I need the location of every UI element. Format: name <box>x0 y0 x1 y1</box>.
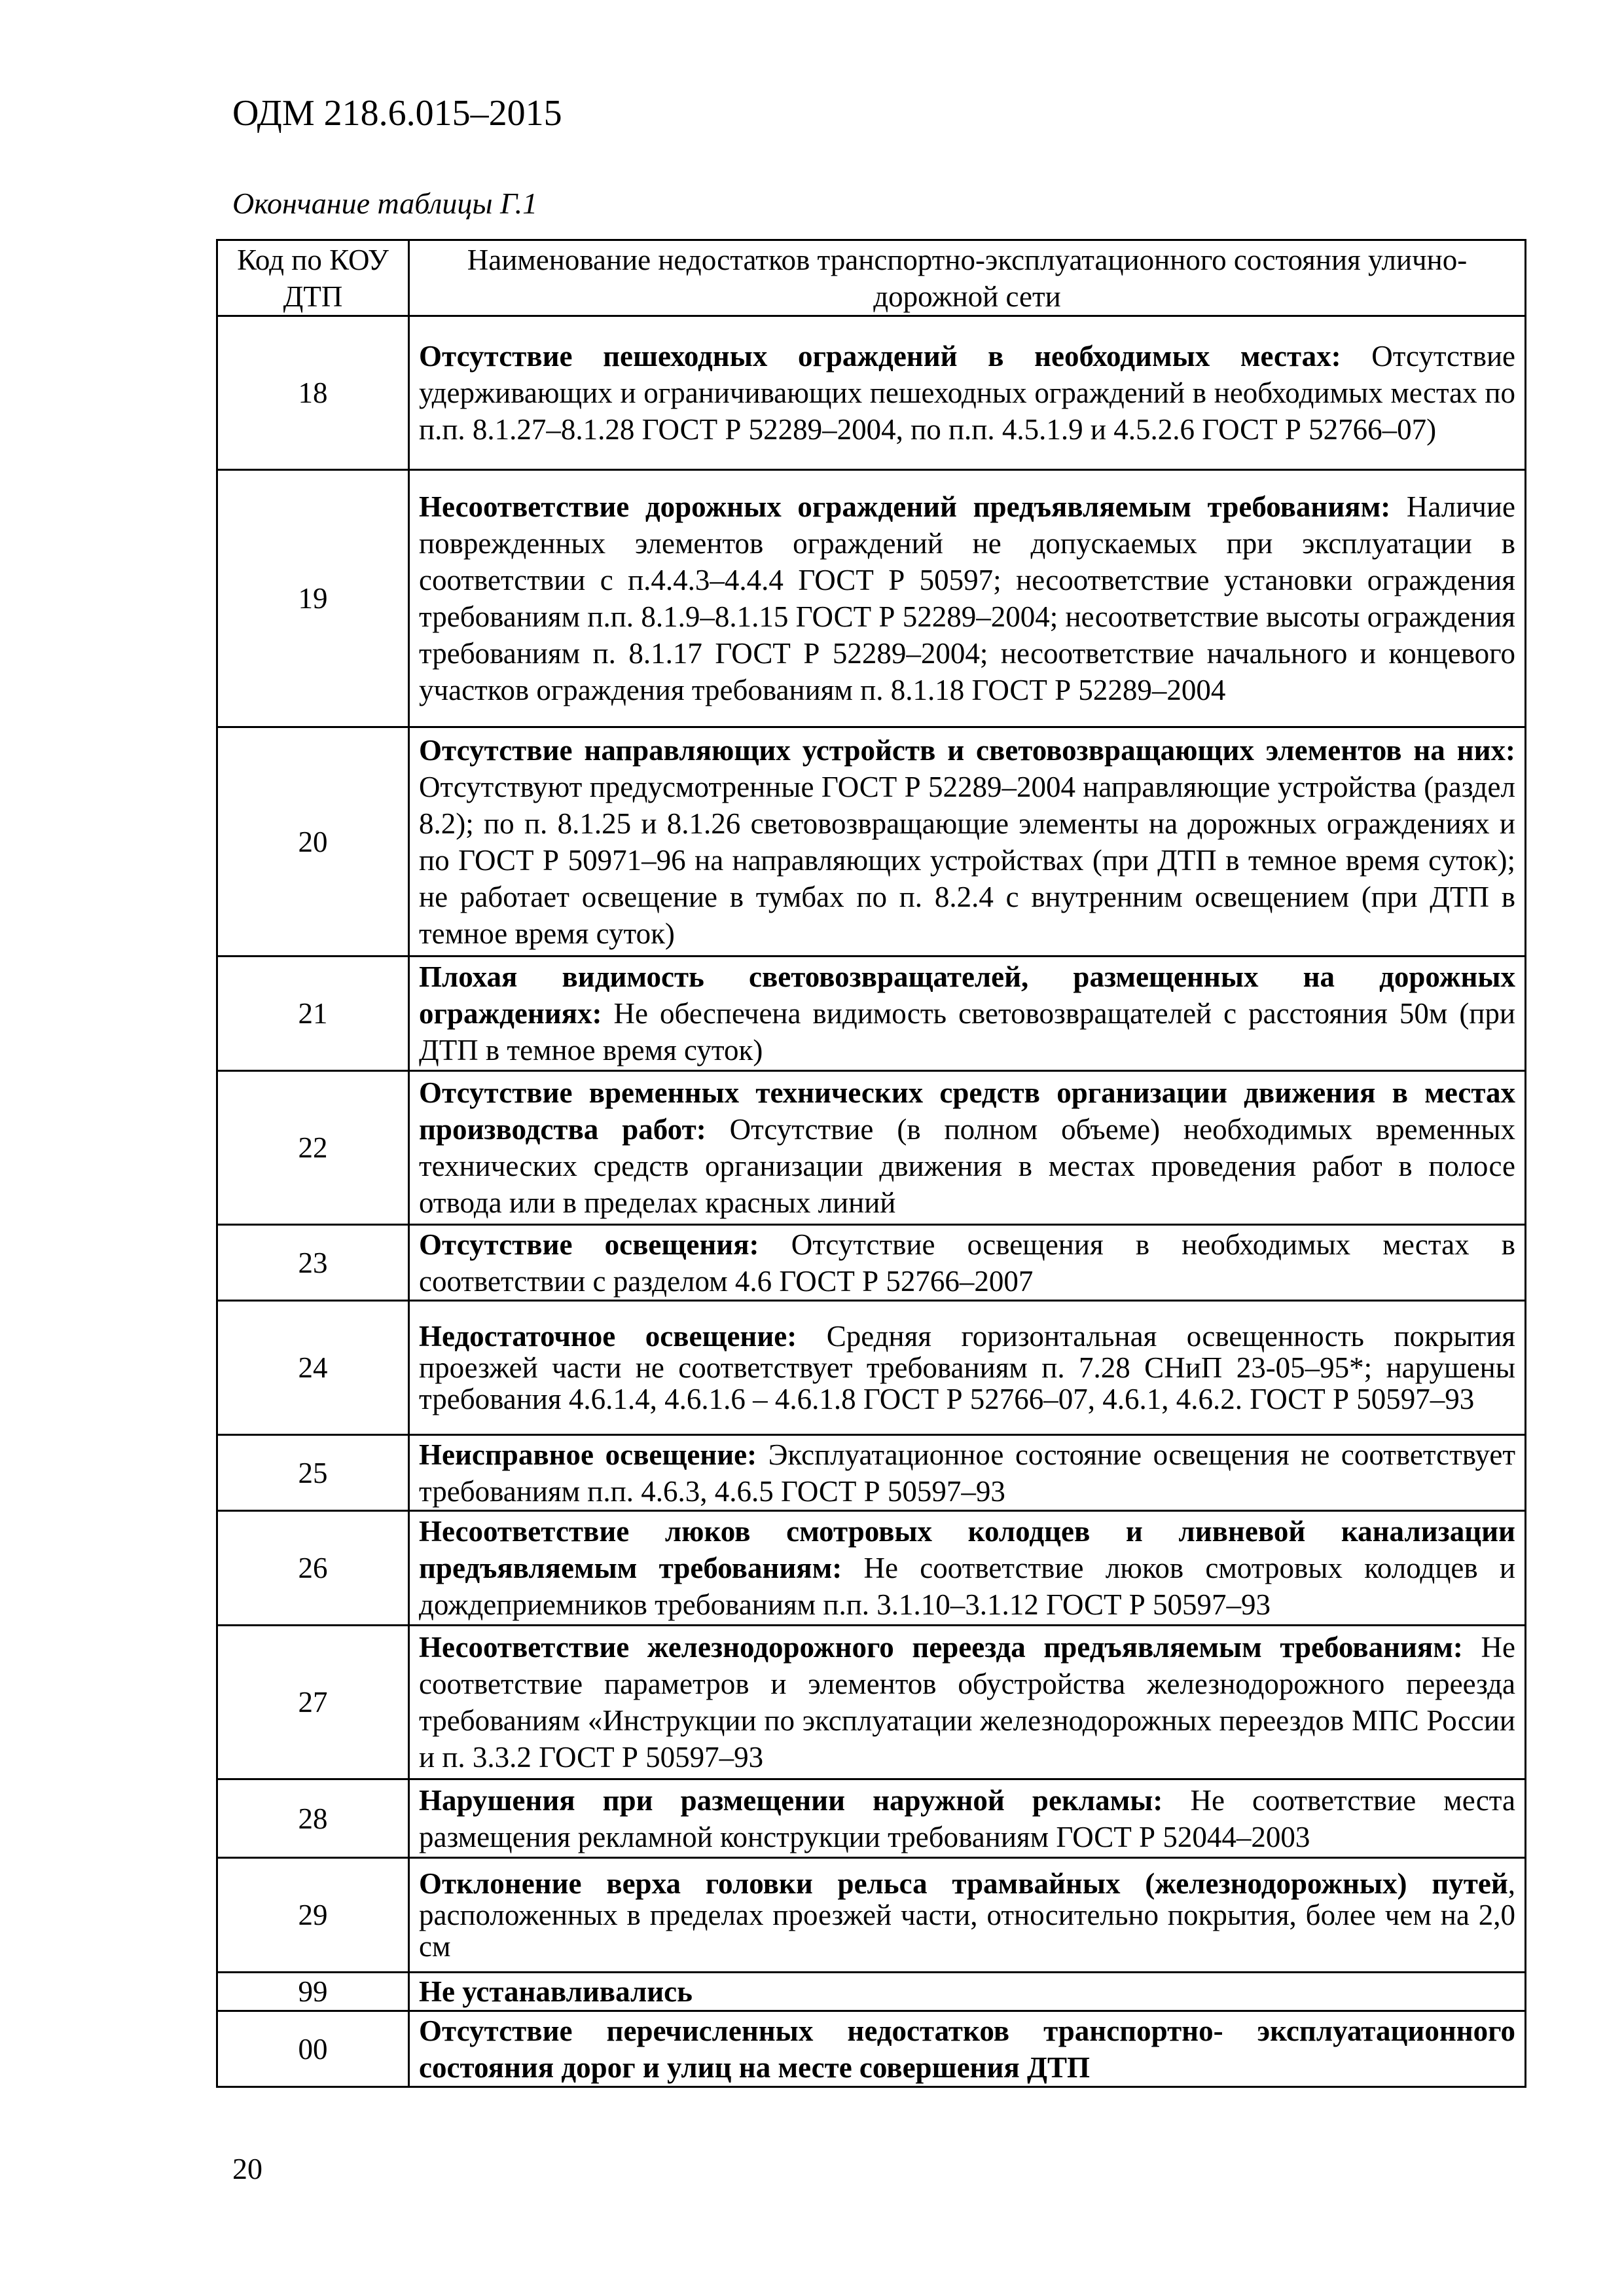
column-header-name: Наименование недостатков транспортно-эксплуатационного состояния улично-дорожной сети <box>409 240 1526 316</box>
row-code: 26 <box>217 1511 409 1626</box>
defects-table <box>216 239 1526 2088</box>
row-code: 23 <box>217 1225 409 1301</box>
row-title: Отсутствие направляющих устройств и световозвращающих элементов на них: <box>419 733 1515 767</box>
table-row <box>217 1301 1526 1435</box>
table-row <box>217 1225 1526 1301</box>
table-row <box>217 1071 1526 1225</box>
row-description <box>409 1973 1526 2011</box>
row-title: Несоответствие дорожных ограждений предъявляемым требованиям: <box>419 490 1391 523</box>
row-code: 19 <box>217 470 409 727</box>
row-description <box>409 316 1526 470</box>
row-code: 27 <box>217 1626 409 1779</box>
row-text: Не обеспечена видимость световозвращателей с расстояния 50м (при ДТП в темное время суток) <box>419 997 1515 1066</box>
row-code: 29 <box>217 1858 409 1973</box>
table-row <box>217 1973 1526 2011</box>
row-text: Отсутствие удерживающих и ограничивающих пешеходных ограждений в необходимых местах по п.п. 8.1.27–8.1.28 ГОСТ Р 52289–2004, по п.п. 4.5.1.9 и 4.5.2.6 ГОСТ Р 52766–07) <box>419 340 1515 446</box>
row-code: 28 <box>217 1779 409 1858</box>
row-text: Не соответствие места размещения рекламной конструкции требованиям ГОСТ Р 52044–2003 <box>419 1783 1515 1853</box>
row-description <box>409 470 1526 727</box>
row-description <box>409 1511 1526 1626</box>
row-description <box>409 1071 1526 1225</box>
row-text: Отсутствие освещения в необходимых местах в соответствии с разделом 4.6 ГОСТ Р 52766–2007 <box>419 1228 1515 1298</box>
row-text: Средняя горизонтальная освещенность покрытия проезжей части не соответствует требованиям п. 7.28 СНиП 23-05–95*; нарушены требования 4.6.1.4, 4.6.1.6 – 4.6.1.8 ГОСТ Р 52766–07, 4.6.1, 4.6.2. ГОСТ Р 50597–93 <box>419 1320 1516 1415</box>
row-text: Не соответствие люков смотровых колодцев и дождеприемников требованиям п.п. 3.1.10–3.1.12 ГОСТ Р 50597–93 <box>419 1552 1515 1621</box>
row-text: , расположенных в пределах проезжей части, относительно покрытия, более чем на 2,0 см <box>419 1867 1515 1963</box>
row-description <box>409 727 1526 957</box>
row-code: 00 <box>217 2011 409 2087</box>
row-title: Отсутствие пешеходных ограждений в необходимых местах: <box>419 340 1341 373</box>
table-caption: Окончание таблицы Г.1 <box>232 187 538 220</box>
row-description <box>409 1779 1526 1858</box>
row-description <box>409 1626 1526 1779</box>
row-description <box>409 957 1526 1071</box>
row-title: Отклонение верха головки рельса трамвайных (железнодорожных) путей <box>419 1867 1508 1900</box>
row-title: Несоответствие железнодорожного переезда предъявляемым требованиям: <box>419 1631 1463 1664</box>
table-header-row <box>217 240 1526 316</box>
table-row <box>217 1779 1526 1858</box>
row-title: Отсутствие освещения: <box>419 1228 759 1261</box>
row-code: 99 <box>217 1973 409 2011</box>
row-text: Не соответствие параметров и элементов обустройства железнодорожного переезда требованиям «Инструкции по эксплуатации железнодорожных переездов МПС России и п. 3.3.2 ГОСТ Р 50597–93 <box>419 1631 1515 1774</box>
row-title: Не устанавливались <box>419 1975 693 2008</box>
table-row <box>217 470 1526 727</box>
row-code: 20 <box>217 727 409 957</box>
row-code: 22 <box>217 1071 409 1225</box>
row-title: Отсутствие временных технических средств организации движения в местах производства работ: <box>419 1076 1515 1146</box>
table-row <box>217 1626 1526 1779</box>
row-text: Наличие поврежденных элементов ограждений не допускаемых при эксплуатации в соответствии с п.4.4.3–4.4.4 ГОСТ Р 50597; несоответствие установки ограждения требованиям п.п. 8.1.9–8.1.15 ГОСТ Р 52289–2004; несоответствие высоты ограждения требованиям п. 8.1.17 ГОСТ Р 52289–2004; несоответствие начального и концевого участков ограждения требованиям п. 8.1.18 ГОСТ Р 52289–2004 <box>419 490 1515 706</box>
page-number: 20 <box>232 2152 262 2185</box>
row-title: Плохая видимость световозвращателей, размещенных на дорожных ограждениях: <box>419 960 1515 1030</box>
row-title: Неисправное освещение: <box>419 1438 757 1471</box>
row-text: Отсутствие (в полном объеме) необходимых временных технических средств организации движения в местах проведения работ в полосе отвода или в пределах красных линий <box>419 1113 1515 1219</box>
row-text: Эксплуатационное состояние освещения не соответствует требованиям п.п. 4.6.3, 4.6.5 ГОСТ Р 50597–93 <box>419 1438 1515 1508</box>
row-code: 21 <box>217 957 409 1071</box>
table-row <box>217 1858 1526 1973</box>
row-description <box>409 1301 1526 1435</box>
table-row <box>217 1511 1526 1626</box>
table-row <box>217 957 1526 1071</box>
column-header-code: Код по КОУ ДТП <box>217 240 409 316</box>
row-description <box>409 1435 1526 1511</box>
row-title: Недостаточное освещение: <box>419 1320 797 1353</box>
document-code: ОДМ 218.6.015–2015 <box>232 93 562 134</box>
row-title: Нарушения при размещении наружной рекламы: <box>419 1783 1163 1817</box>
row-code: 24 <box>217 1301 409 1435</box>
row-description <box>409 2011 1526 2087</box>
table-row <box>217 316 1526 470</box>
table-row <box>217 1435 1526 1511</box>
row-description <box>409 1858 1526 1973</box>
table-row <box>217 727 1526 957</box>
row-title: Несоответствие люков смотровых колодцев и ливневой канализации предъявляемым требованиям: <box>419 1515 1515 1584</box>
table-row <box>217 2011 1526 2087</box>
row-code: 25 <box>217 1435 409 1511</box>
row-text: Отсутствуют предусмотренные ГОСТ Р 52289–2004 направляющие устройства (раздел 8.2); по п. 8.1.25 и 8.1.26 световозвращающие элементы на дорожных ограждениях и по ГОСТ Р 50971–96 на направляющих устройствах (при ДТП в темное время суток); не работает освещение в тумбах по п. 8.2.4 с внутренним освещением (при ДТП в темное время суток) <box>419 770 1515 950</box>
row-code: 18 <box>217 316 409 470</box>
row-title: Отсутствие перечисленных недостатков транспортно- эксплуатационного состояния дорог и улиц на месте совершения ДТП <box>419 2014 1515 2084</box>
row-description <box>409 1225 1526 1301</box>
